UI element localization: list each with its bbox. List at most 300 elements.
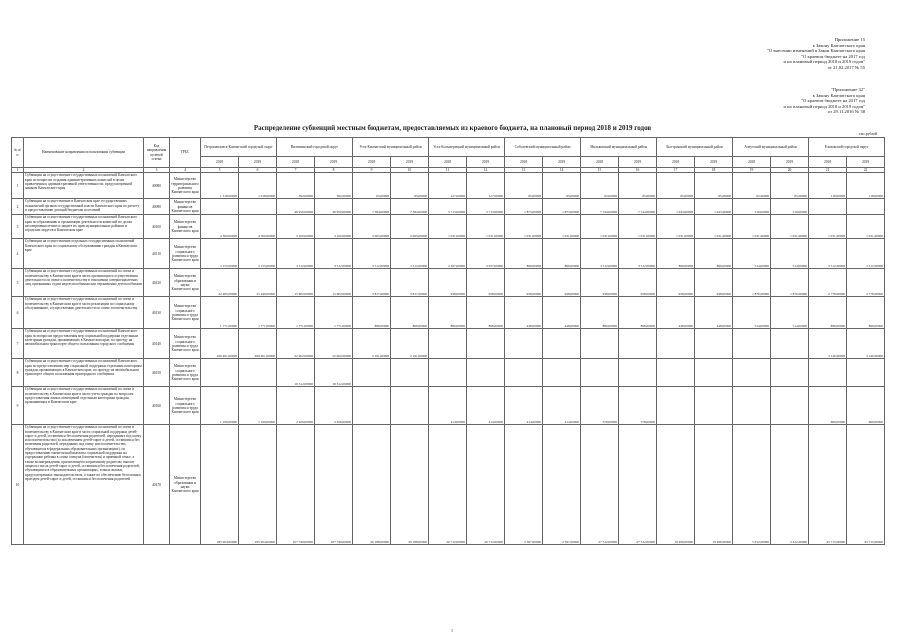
row-value: 2 065,00000 [391,215,429,239]
col-municipality: Алеутский муниципальный район [733,138,809,157]
row-value: 127,00000 [467,173,505,199]
row-name: Субвенции на осуществление в Камчатском крае государственных полномочий органов государственной власти Камчатского края по расчету и предоставлению дотаций бюджетам поселений [24,199,144,215]
header-line: "О внесении изменений в Закон Камчатского края [767,48,865,54]
row-value: 414,00000 [429,387,467,425]
row-name: Субвенции на осуществление государственных полномочий по опеке и попечительству в Камчатском крае в части социальной поддержки детей-сирот и детей, оставшихся без попечения родителей, переданных под опеку или попечительство (за исключением детей-сирот и детей, оставшихся без попечения родителей, переданных под опеку или попечительство, обучающихся в федеральных образовательных организациях), по предоставлению ежемесячной выплаты социальной поддержки на содержание ребенка в семье опекуна (попечителя) и приемной семье, а также вознаграждения, причитающегося приемному родителю, выплат лицам из числа детей-сирот и детей, оставшихся без попечения родителей, обучающимся в образовательных организациях, и иных выплат, предусмотренных законодательством, а также по обеспечению бесплатным проездом детей-сирот и детей, оставшихся без попечения родителей [24,425,144,545]
row-value [695,359,733,387]
col-code: Код направления целевой статьи [144,138,170,168]
header-line: к Закону Камчатского края [812,42,865,48]
row-value: 3 512,00000 [353,239,391,269]
col-year: 2019 [467,157,505,168]
appendix-header-current [767,37,865,71]
row-code: 40160 [144,387,170,425]
row-value: 5 612,00000 [733,425,771,545]
row-value: 2 065,00000 [353,215,391,239]
row-value: 19 312,00000 [277,359,315,387]
row-value: 27 512,00000 [581,425,619,545]
row-value: 1 771,00000 [201,297,239,329]
row-number: 3 [12,215,24,239]
row-value: 2 597,00000 [505,425,543,545]
row-value: 2 191,00000 [391,329,429,359]
row-value: 448,00000 [543,297,581,329]
table-row [12,387,885,425]
row-value: 26 188,00000 [391,425,429,545]
table-row [12,359,885,387]
row-value: 65,00000 [543,173,581,199]
row-number: 6 [12,297,24,329]
table-row [12,199,885,215]
row-value: 896,00000 [391,297,429,329]
table-row [12,329,885,359]
row-value [391,359,429,387]
row-value: 4 300,00000 [239,215,277,239]
row-value: 1 031,00000 [619,215,657,239]
row-value: 3 140,00000 [809,329,847,359]
row-value: 938,00000 [505,269,543,297]
header-line: "Приложение 32" [830,87,865,92]
col-index: 4 [170,168,201,173]
row-value: 1 031,00000 [695,215,733,239]
row-grbs: Министерство социального развития и труда Камчатского края [170,387,201,425]
row-value [695,329,733,359]
row-value: 3 512,00000 [619,239,657,269]
row-value: 1 318,00000 [239,173,277,199]
row-value: 1 031,00000 [581,215,619,239]
row-value: 26 188,00000 [353,425,391,545]
row-value: 65,00000 [657,173,695,199]
row-value [581,329,619,359]
table-row [12,173,885,199]
row-value: 7 744,00000 [581,199,619,215]
row-value: 514,00000 [771,239,809,269]
row-value: 45 715,00000 [847,425,885,545]
col-index: 12 [467,168,505,173]
col-year: 2018 [581,157,619,168]
row-grbs: Министерство финансов Камчатского края [170,199,201,215]
row-value: 938,00000 [581,269,619,297]
row-value: 514,00000 [733,239,771,269]
row-value [391,387,429,425]
row-value: 896,00000 [657,239,695,269]
row-value: 1 943,00000 [657,199,695,215]
row-value: 118,00000 [847,173,885,199]
row-number: 2 [12,199,24,215]
row-value: 896,00000 [809,297,847,329]
row-value: 20 712,00000 [467,425,505,545]
row-value: 1 876,00000 [771,269,809,297]
row-value: 1 771,00000 [239,297,277,329]
header-line: и на плановый период 2018 и 2019 годов" [783,59,865,65]
row-number: 1 [12,173,24,199]
row-value: 938,00000 [695,269,733,297]
row-value: 1 943,00000 [695,199,733,215]
row-value: 2 778,00000 [809,269,847,297]
row-grbs: Министерство финансов Камчатского края [170,215,201,239]
col-index: 20 [771,168,809,173]
row-value: 660,00000 [847,387,885,425]
row-value: 185 904,00000 [201,425,239,545]
col-index: 8 [315,168,353,173]
row-value [505,329,543,359]
col-index: 3 [144,168,170,173]
col-year: 2019 [543,157,581,168]
row-value: 13 602,00000 [277,269,315,297]
row-value: 13 602,00000 [315,269,353,297]
row-value: 3 512,00000 [391,239,429,269]
row-value: 896,00000 [505,239,543,269]
row-value [847,359,885,387]
row-value: 1 199,00000 [201,387,239,425]
row-value: 896,00000 [847,297,885,329]
row-value: 3 817,00000 [353,269,391,297]
row-value: 896,00000 [581,297,619,329]
col-index: 16 [619,168,657,173]
row-grbs: Министерство социального развития и труда Камчатского края [170,297,201,329]
row-value: 2 626,00000 [315,387,353,425]
subventions-table [11,137,885,545]
row-value: 3 512,00000 [809,239,847,269]
col-index: 17 [657,168,695,173]
col-year: 2019 [695,157,733,168]
row-value [657,387,695,425]
row-grbs: Министерство социального развития и труда Камчатского края [170,239,201,269]
col-index: 1 [12,168,24,173]
row-value: 392,00000 [315,173,353,199]
row-number: 9 [12,387,24,425]
col-index: 21 [809,168,847,173]
row-code: 40130 [144,297,170,329]
row-value [619,359,657,387]
row-value: 896,00000 [467,297,505,329]
row-value: 514,00000 [733,297,771,329]
row-value: 448,00000 [657,297,695,329]
row-value [657,329,695,359]
row-value [771,387,809,425]
col-number: № п/п [12,138,24,168]
row-value: 27 512,00000 [619,425,657,545]
row-value: 269 401,00000 [201,329,239,359]
col-municipality: Усть-Камчатский муниципальный район [353,138,429,157]
row-value: 23 440,00000 [239,269,277,297]
row-value: 49 950,00000 [277,199,315,215]
row-number: 5 [12,269,24,297]
row-value: 1 031,00000 [847,215,885,239]
col-year: 2019 [619,157,657,168]
row-value [429,329,467,359]
row-value [695,387,733,425]
row-code: 40170 [144,425,170,545]
row-value [733,329,771,359]
row-name: Субвенции на осуществление государственных полномочий по опеке и попечительству в Камчатском крае в части реализации по социальному обслуживанию, осуществлению деятельности по опеке и попечительству [24,297,144,329]
row-value [771,329,809,359]
row-code: 40120 [144,269,170,297]
row-value: 1 031,00000 [429,215,467,239]
row-value [733,359,771,387]
row-grbs: Министерство социального развития и труда Камчатского края [170,359,201,387]
col-index: 18 [695,168,733,173]
col-year: 2019 [391,157,429,168]
row-value: 2 597,00000 [543,425,581,545]
row-value: 3 817,00000 [391,269,429,297]
row-value: 2 657,00000 [429,239,467,269]
col-index: 14 [543,168,581,173]
col-year: 2018 [809,157,847,168]
row-value: 448,00000 [505,297,543,329]
col-municipality: Мильковский муниципальный район [581,138,657,157]
row-value: 414,00000 [543,387,581,425]
col-index: 2 [24,168,144,173]
row-value: 269 401,00000 [239,329,277,359]
header-line: к Закону Камчатского края [812,92,865,98]
table-row [12,269,885,297]
row-value: 22 485,00000 [201,269,239,297]
table-row [12,239,885,269]
row-value: 896,00000 [695,239,733,269]
row-value: 1 031,00000 [505,215,543,239]
row-value [239,359,277,387]
col-grbs: ГРБС [170,138,201,168]
row-value: 3 100,00000 [315,215,353,239]
row-value [543,359,581,387]
row-value: 22 902,00000 [277,329,315,359]
col-municipality: Вилючинский городской округ [277,138,353,157]
row-value: 45 715,00000 [809,425,847,545]
row-value [581,359,619,387]
col-index: 11 [429,168,467,173]
header-line: и на плановый период 2018 и 2019 годов" [783,103,865,109]
row-value: 1 031,00000 [657,215,695,239]
row-value: 896,00000 [429,297,467,329]
row-value [429,359,467,387]
row-value: 2 657,00000 [467,239,505,269]
row-value: 7 384,00000 [353,199,391,215]
col-municipality: Усть-Большерецкий муниципальный район [429,138,505,157]
col-year: 2019 [847,157,885,168]
col-year: 2019 [239,157,277,168]
row-value: 2 191,00000 [353,329,391,359]
row-value: 938,00000 [543,269,581,297]
col-year: 2018 [201,157,239,168]
row-name: Субвенции на осуществление государственных полномочий Камчатского края по предоставлению мер социальной поддержки отдельным категориям граждан, проживающих в Камчатском крае, по проезду на автомобильном транспорте общего пользования пригородного сообщения [24,359,144,387]
row-value: 938,00000 [657,269,695,297]
row-value [543,329,581,359]
row-name: Субвенции на осуществление отдельных государственных полномочий Камчатского края по социальному обслуживанию граждан в Камчатском крае [24,239,144,269]
row-value [809,199,847,215]
row-name: Субвенции на осуществление государственных полномочий Камчатского края по образованию и организации деятельности комиссий по делам несовершеннолетних и защите их прав муниципальных районов и городских округов в Камчатском крае [24,215,144,239]
row-value: 5 713,00000 [467,199,505,215]
row-code: 40080 [144,173,170,199]
row-value [353,387,391,425]
row-code: 40100 [144,215,170,239]
document-title: Распределение субвенций местным бюджетам, предоставляемых из краевого бюджета, на плановый период 2018 и 2019 годов [253,124,652,132]
appendix-header-original [784,87,865,115]
row-value [353,359,391,387]
row-value: 1 873,00000 [505,199,543,215]
row-value: 896,00000 [543,239,581,269]
row-value: 65,00000 [505,173,543,199]
row-value: 3 512,00000 [277,239,315,269]
col-year: 2018 [277,157,315,168]
row-value: 19 496,00000 [657,425,695,545]
row-number: 10 [12,425,24,545]
row-value: 1 876,00000 [733,269,771,297]
header-line: от 29.11.2016 № 38 [827,109,865,115]
row-code: 40140 [144,329,170,359]
row-value: 938,00000 [619,269,657,297]
col-municipality: Соболевский муниципальный район [505,138,581,157]
col-year: 2019 [315,157,353,168]
col-name: Наименование направления использования субвенции [24,138,144,168]
row-value: 1 031,00000 [467,215,505,239]
col-year: 2019 [771,157,809,168]
row-value [201,359,239,387]
row-number: 8 [12,359,24,387]
col-municipality: Быстринский муниципальный район [657,138,733,157]
row-value: 3 155,00000 [201,239,239,269]
col-year: 2018 [353,157,391,168]
table-row [12,425,885,545]
header-line: Приложение 15 [834,37,865,42]
col-year: 2018 [505,157,543,168]
row-code: 40110 [144,239,170,269]
row-grbs: Министерство образования и науки Камчатского края [170,425,201,545]
row-value: 3 140,00000 [847,329,885,359]
row-value: 3 155,00000 [239,239,277,269]
row-code: 40150 [144,359,170,387]
row-value: 7 744,00000 [619,199,657,215]
row-value [657,359,695,387]
row-value: 660,00000 [809,387,847,425]
row-value: 65,00000 [619,173,657,199]
row-grbs: Министерство образования и науки Камчатского края [170,269,201,297]
row-value: 49 950,00000 [315,199,353,215]
row-value: 127,00000 [429,173,467,199]
row-value: 5 713,00000 [429,199,467,215]
row-code: 40090 [144,199,170,215]
row-value: 2 626,00000 [277,387,315,425]
row-value: 20 712,00000 [429,425,467,545]
col-index: 7 [277,168,315,173]
row-value: 1 031,00000 [771,215,809,239]
col-index: 5 [201,168,239,173]
col-municipality: Петропавловск-Камчатский городской округ [201,138,277,157]
header-line: "О краевом бюджете на 2017 год [801,53,865,59]
row-value: 65,00000 [581,173,619,199]
col-year: 2018 [429,157,467,168]
col-index: 22 [847,168,885,173]
table-row [12,215,885,239]
col-index: 15 [581,168,619,173]
row-value: 392,00000 [277,173,315,199]
row-value: 65,00000 [391,173,429,199]
col-year: 2018 [733,157,771,168]
row-value: 4 300,00000 [201,215,239,239]
col-year: 2018 [657,157,695,168]
row-value: 516,00000 [733,199,771,215]
row-value: 1 318,00000 [201,173,239,199]
row-value: 938,00000 [467,269,505,297]
row-value: 65,00000 [695,173,733,199]
row-value: 107 749,00000 [277,425,315,545]
row-value: 7 384,00000 [391,199,429,215]
col-municipality: Елизовский городской округ [809,138,885,157]
col-index: 13 [505,168,543,173]
row-value: 3 512,00000 [847,239,885,269]
row-value: 185 904,00000 [239,425,277,545]
row-name: Субвенции на осуществление государственных полномочий по опеке и попечительству в Камчатском крае в части организации и осуществления деятельности по опеке и попечительству в отношении совершеннолетних лиц, признанных судом недееспособными или ограниченно дееспособными [24,269,144,297]
row-value [619,329,657,359]
row-value [771,359,809,387]
row-value: 1 031,00000 [543,215,581,239]
row-value [239,199,277,215]
row-value: 5 612,00000 [771,425,809,545]
units-label: тыс.рублей [859,132,877,136]
row-number: 4 [12,239,24,269]
row-value: 118,00000 [809,173,847,199]
row-value: 1 771,00000 [277,297,315,329]
row-value: 896,00000 [619,297,657,329]
row-name: Субвенции на осуществление государственных полномочий Камчатского края по вопросам предоставления мер социальной поддержки отдельным категориям граждан, проживающих в Камчатском крае, по проезду на автомобильном транспорте общего пользования городского сообщения [24,329,144,359]
row-value: 414,00000 [467,387,505,425]
row-grbs: Министерство территориального развития Камчатского края [170,173,201,199]
header-line: от 21.02.2017 № 55 [827,64,865,70]
row-value [809,359,847,387]
row-number: 7 [12,329,24,359]
row-value: 578,00000 [619,387,657,425]
row-value: 1 873,00000 [543,199,581,215]
row-value: 19 496,00000 [695,425,733,545]
row-value: 516,00000 [771,199,809,215]
row-value: 1 199,00000 [239,387,277,425]
row-grbs: Министерство социального развития и труда Камчатского края [170,329,201,359]
row-value [505,359,543,387]
row-value: 938,00000 [429,269,467,297]
col-index: 10 [391,168,429,173]
row-value [847,199,885,215]
col-index: 6 [239,168,277,173]
row-value: 414,00000 [505,387,543,425]
row-value: 896,00000 [353,297,391,329]
row-value: 22 902,00000 [315,329,353,359]
row-value: 65,00000 [353,173,391,199]
row-value: 2 778,00000 [847,269,885,297]
row-value: 65,00000 [733,173,771,199]
row-value: 19 312,00000 [315,359,353,387]
row-value: 3 512,00000 [581,239,619,269]
row-value: 1 031,00000 [809,215,847,239]
row-value [467,359,505,387]
row-value: 578,00000 [581,387,619,425]
row-value: 107 749,00000 [315,425,353,545]
row-value: 3 512,00000 [315,239,353,269]
row-value: 3 100,00000 [277,215,315,239]
col-index: 9 [353,168,391,173]
table-row [12,297,885,329]
col-index: 19 [733,168,771,173]
row-value [201,199,239,215]
row-value [733,387,771,425]
row-value: 1 771,00000 [315,297,353,329]
row-value: 448,00000 [695,297,733,329]
row-name: Субвенции на осуществление государственных полномочий по опеке и попечительству в Камчатском крае в части учета граждан по вопросам предоставления жилых помещений отдельным категориям граждан, проживающих в Камчатском крае [24,387,144,425]
row-name: Субвенции на осуществление государственных полномочий Камчатского края по вопросам создания административных комиссий в целях привлечения к административной ответственности, предусмотренной законом Камчатского края [24,173,144,199]
row-value: 1 031,00000 [733,215,771,239]
page-number: 1 [451,628,453,633]
row-value: 65,00000 [771,173,809,199]
row-value: 514,00000 [771,297,809,329]
header-line: "О краевом бюджете на 2017 год [801,98,865,104]
row-value [467,329,505,359]
